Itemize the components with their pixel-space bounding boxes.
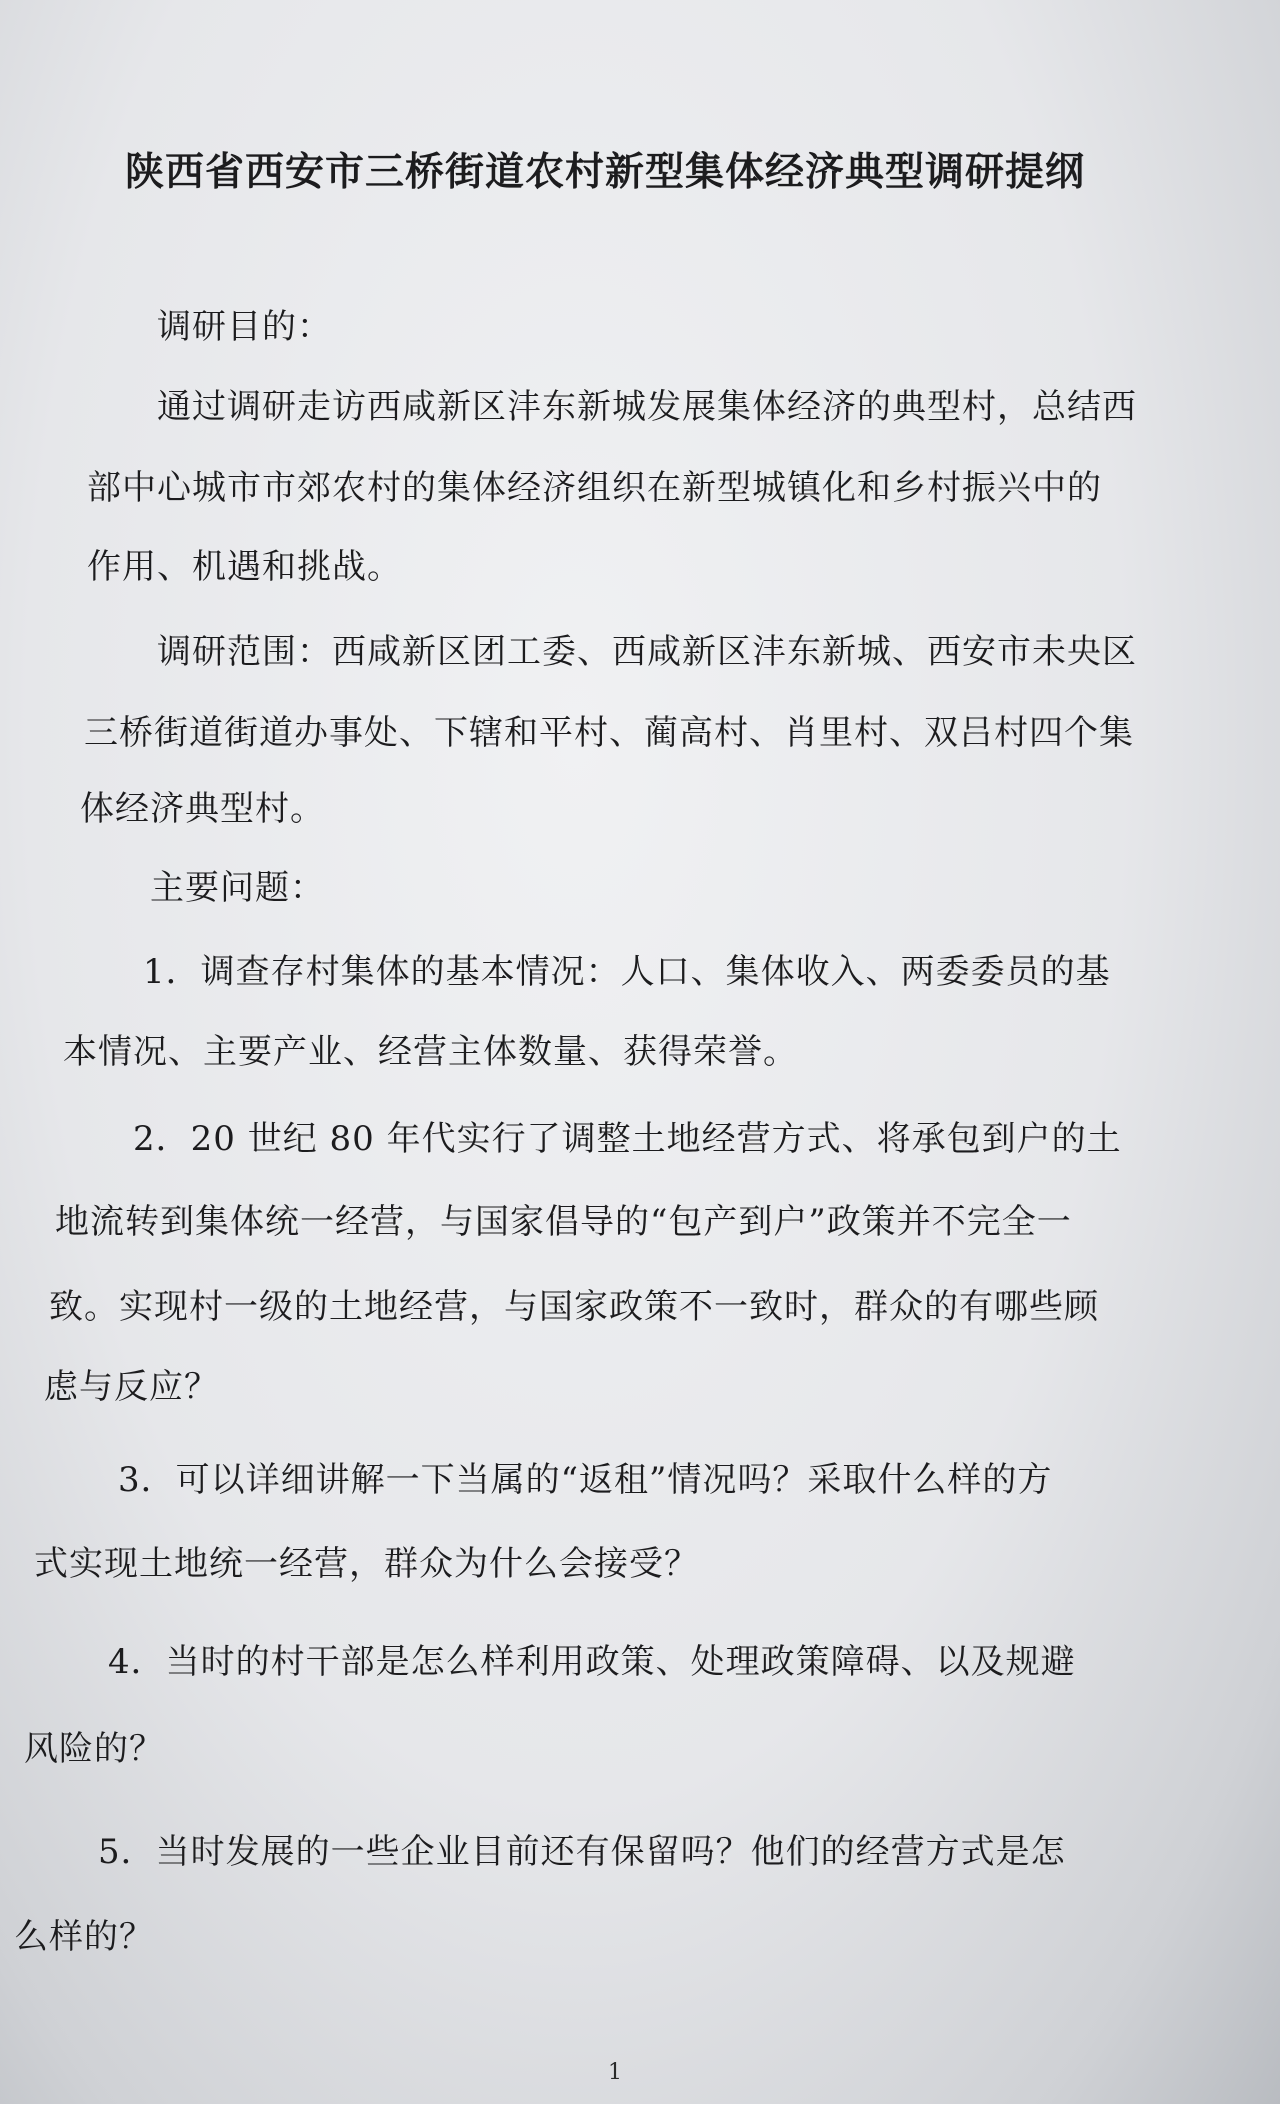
issues-label: 主要问题： [150,868,325,908]
page-number: 1 [608,2060,622,2085]
purpose-label: 调研目的： [157,307,332,347]
question-2-line: 致。实现村一级的土地经营，与国家政策不一致时，群众的有哪些顾 [49,1287,1099,1327]
question-3-line: 式实现土地统一经营，群众为什么会接受？ [34,1544,699,1584]
question-1-line: 本情况、主要产业、经营主体数量、获得荣誉。 [63,1032,798,1072]
question-2-line: 2．20 世纪 80 年代实行了调整土地经营方式、将承包到户的土 [133,1119,1122,1159]
question-1-line: 1．调查存村集体的基本情况：人口、集体收入、两委委员的基 [143,952,1111,992]
question-3-line: 3．可以详细讲解一下当属的“返租”情况吗？采取什么样的方 [118,1460,1053,1500]
purpose-line: 作用、机遇和挑战。 [87,547,402,587]
question-2-line: 虑与反应？ [44,1367,219,1407]
scope-line: 体经济典型村。 [80,789,325,829]
purpose-line: 部中心城市市郊农村的集体经济组织在新型城镇化和乡村振兴中的 [87,468,1102,508]
question-5-line: 5．当时发展的一些企业目前还有保留吗？他们的经营方式是怎 [98,1832,1066,1872]
document-title: 陕西省西安市三桥街道农村新型集体经济典型调研提纲 [125,150,1086,195]
scope-line: 调研范围：西咸新区团工委、西咸新区沣东新城、西安市未央区 [157,632,1137,672]
question-4-line: 风险的？ [24,1729,164,1769]
scope-line: 三桥街道街道办事处、下辖和平村、蔺高村、肖里村、双吕村四个集 [84,713,1134,753]
question-5-line: 么样的？ [14,1917,154,1957]
purpose-line: 通过调研走访西咸新区沣东新城发展集体经济的典型村，总结西 [157,387,1137,427]
question-2-line: 地流转到集体统一经营，与国家倡导的“包产到户”政策并不完全一 [55,1202,1072,1242]
question-4-line: 4．当时的村干部是怎么样利用政策、处理政策障碍、以及规避 [108,1642,1076,1682]
